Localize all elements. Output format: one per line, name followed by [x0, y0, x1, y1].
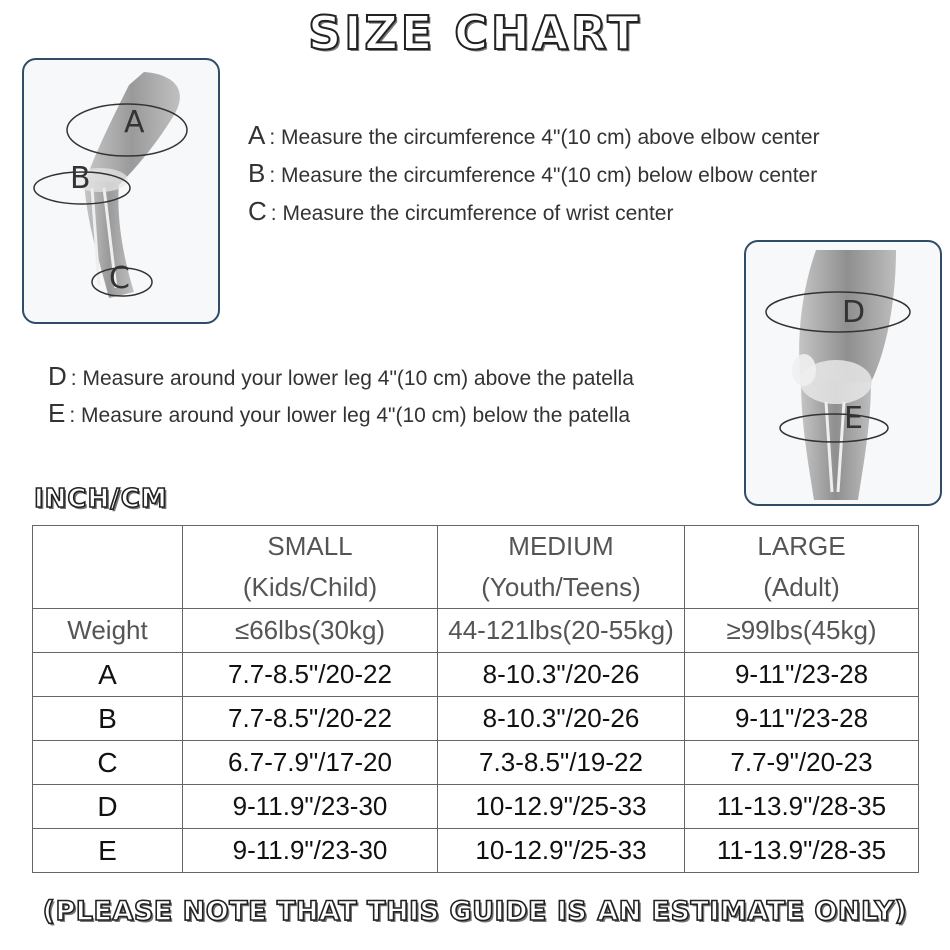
measure-separator: : — [70, 367, 77, 390]
table-cell: 11-13.9"/28-35 — [685, 785, 919, 829]
table-row — [33, 829, 919, 873]
measure-separator: : — [69, 404, 76, 427]
arm-label-a: A — [124, 105, 145, 140]
measure-instruction-e — [48, 398, 630, 429]
size-group: (Kids/Child) — [183, 567, 438, 609]
arm-diagram-panel — [22, 58, 220, 324]
table-row — [33, 653, 919, 697]
leg-diagram-panel — [744, 240, 942, 506]
weight-row — [33, 609, 919, 653]
measure-letter: D — [48, 361, 67, 391]
measure-letter: B — [248, 158, 266, 188]
weight-label: Weight — [33, 609, 183, 653]
measure-text: Measure the circumference of wrist center — [282, 202, 674, 225]
table-cell: 7.3-8.5"/19-22 — [438, 741, 685, 785]
measure-separator: : — [269, 126, 276, 149]
table-cell: 7.7-8.5"/20-22 — [183, 697, 438, 741]
table-cell: 9-11.9"/23-30 — [183, 829, 438, 873]
row-label: A — [33, 653, 183, 697]
size-group: (Adult) — [685, 567, 919, 609]
table-corner-cell — [33, 567, 183, 609]
weight-value: 44-121lbs(20-55kg) — [438, 609, 685, 653]
unit-label: INCH/CM — [34, 484, 168, 514]
table-cell: 9-11.9"/23-30 — [183, 785, 438, 829]
arm-label-c: C — [109, 261, 130, 296]
leg-diagram — [746, 242, 940, 504]
arm-label-b: B — [70, 161, 91, 196]
measure-instruction-c — [248, 196, 673, 227]
table-cell: 7.7-8.5"/20-22 — [183, 653, 438, 697]
disclaimer-note: (PLEASE NOTE THAT THIS GUIDE IS AN ESTIMATE ONLY) — [42, 896, 908, 927]
table-cell: 7.7-9"/20-23 — [685, 741, 919, 785]
row-label: D — [33, 785, 183, 829]
size-name: MEDIUM — [438, 526, 685, 568]
table-cell: 11-13.9"/28-35 — [685, 829, 919, 873]
measure-letter: C — [248, 196, 267, 226]
measure-separator: : — [269, 164, 276, 187]
table-cell: 10-12.9"/25-33 — [438, 829, 685, 873]
measure-separator: : — [270, 202, 277, 225]
table-row — [33, 697, 919, 741]
row-label: E — [33, 829, 183, 873]
table-cell: 9-11"/23-28 — [685, 697, 919, 741]
table-row — [33, 785, 919, 829]
row-label: B — [33, 697, 183, 741]
table-cell: 10-12.9"/25-33 — [438, 785, 685, 829]
table-row — [33, 741, 919, 785]
leg-label-e: E — [844, 401, 863, 436]
table-cell: 9-11"/23-28 — [685, 653, 919, 697]
weight-value: ≤66lbs(30kg) — [183, 609, 438, 653]
size-group-row — [33, 567, 919, 609]
weight-value: ≥99lbs(45kg) — [685, 609, 919, 653]
leg-label-d: D — [842, 295, 866, 330]
measure-text: Measure the circumference 4"(10 cm) above elbow center — [281, 126, 820, 149]
size-name: SMALL — [183, 526, 438, 568]
arm-diagram — [24, 60, 218, 322]
table-corner-cell — [33, 526, 183, 568]
page-title: SIZE CHART — [308, 6, 642, 60]
measure-letter: E — [48, 398, 66, 428]
table-cell: 6.7-7.9"/17-20 — [183, 741, 438, 785]
measure-instruction-b — [248, 158, 817, 189]
measure-instruction-d — [48, 361, 634, 392]
measure-text: Measure around your lower leg 4"(10 cm) below the patella — [81, 404, 631, 427]
measure-text: Measure around your lower leg 4"(10 cm) above the patella — [82, 367, 634, 390]
size-table — [32, 525, 919, 873]
table-cell: 8-10.3"/20-26 — [438, 653, 685, 697]
size-name-row — [33, 526, 919, 568]
measure-instruction-a — [248, 120, 820, 151]
size-name: LARGE — [685, 526, 919, 568]
table-cell: 8-10.3"/20-26 — [438, 697, 685, 741]
measure-text: Measure the circumference 4"(10 cm) below elbow center — [281, 164, 818, 187]
measure-letter: A — [248, 120, 266, 150]
size-group: (Youth/Teens) — [438, 567, 685, 609]
row-label: C — [33, 741, 183, 785]
